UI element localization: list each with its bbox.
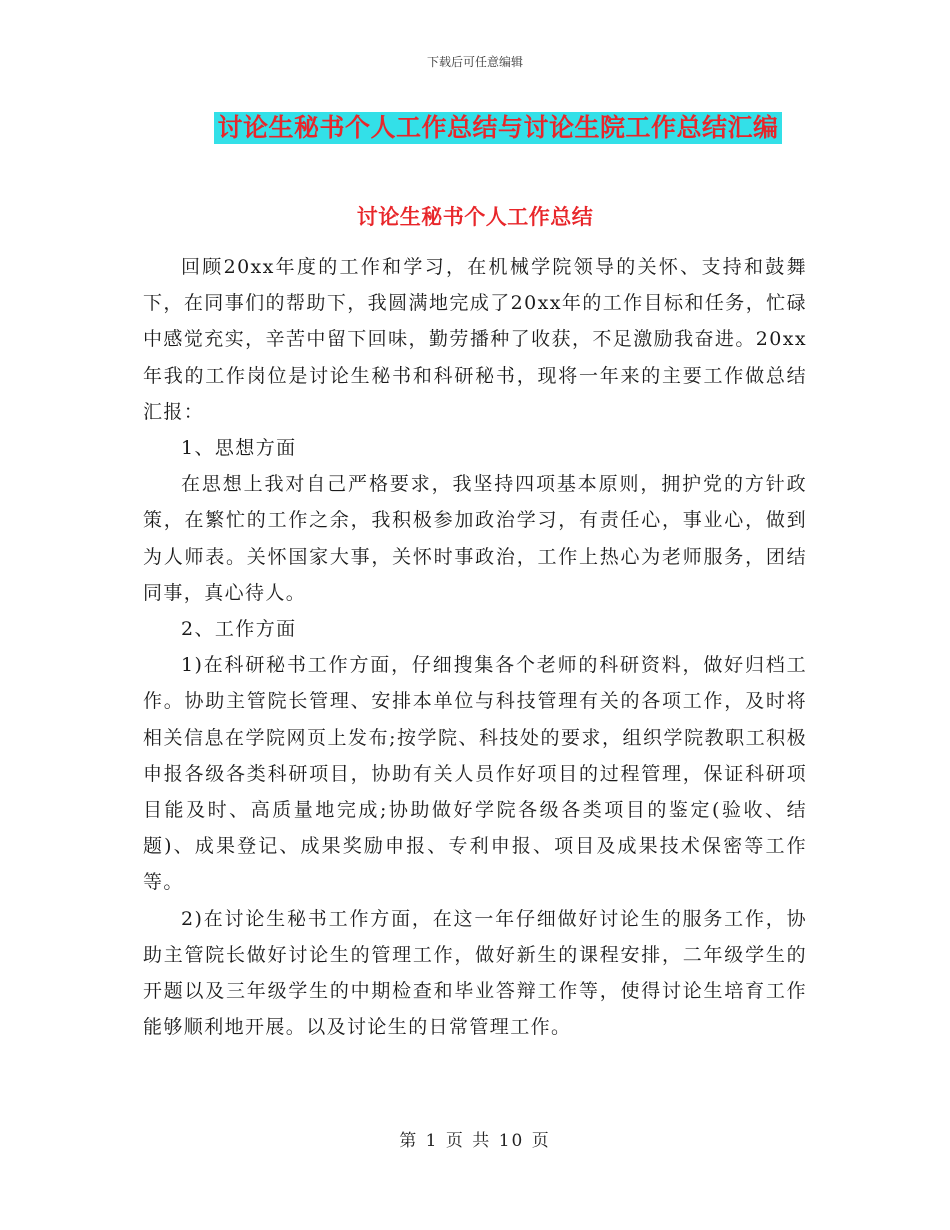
- body-text: [143, 249, 807, 1045]
- paragraph-graduate-secretary: 2)在讨论生秘书工作方面，在这一年仔细做好讨论生的服务工作，协助主管院长做好讨论生的管理工作，做好新生的课程安排，二年级学生的开题以及三年级学生的中期检查和毕业答辩工作等，使得讨论生培育工作能够顺利地开展。以及讨论生的日常管理工作。: [143, 907, 807, 1039]
- heading-thought: 1、思想方面: [181, 437, 297, 460]
- paragraph-thought: 在思想上我对自己严格要求，我坚持四项基本原则，拥护党的方针政策，在繁忙的工作之余，我积极参加政治学习，有责任心，事业心，做到为人师表。关怀国家大事，关怀时事政治，工作上热心为老师服务，团结同事，真心待人。: [143, 473, 807, 604]
- main-title-wrap: [0, 112, 950, 144]
- page-number: 第 1 页 共 10 页: [399, 1131, 551, 1151]
- paragraph-research-secretary: 1)在科研秘书工作方面，仔细搜集各个老师的科研资料，做好归档工作。协助主管院长管理、安排本单位与科技管理有关的各项工作，及时将相关信息在学院网页上发布;按学院、科技处的要求，组织学院教职工积极申报各级各类科研项目，协助有关人员作好项目的过程管理，保证科研项目能及时、高质量地完成;协助做好学院各级各类项目的鉴定(验收、结题)、成果登记、成果奖励申报、专利申报、项目及成果技术保密等工作等。: [143, 654, 807, 894]
- paragraph-intro: 回顾20xx年度的工作和学习，在机械学院领导的关怀、支持和鼓舞下，在同事们的帮助下，我圆满地完成了20xx年的工作目标和任务，忙碌中感觉充实，辛苦中留下回味，勤劳播种了收获，不足激励我奋进。20xx年我的工作岗位是讨论生秘书和科研秘书，现将一年来的主要工作做总结汇报：: [143, 256, 807, 423]
- header-note: 下载后可任意编辑: [426, 55, 523, 69]
- section-title: 讨论生秘书个人工作总结: [356, 205, 594, 229]
- heading-work: 2、工作方面: [181, 618, 297, 641]
- main-title: 讨论生秘书个人工作总结与讨论生院工作总结汇编: [214, 112, 781, 144]
